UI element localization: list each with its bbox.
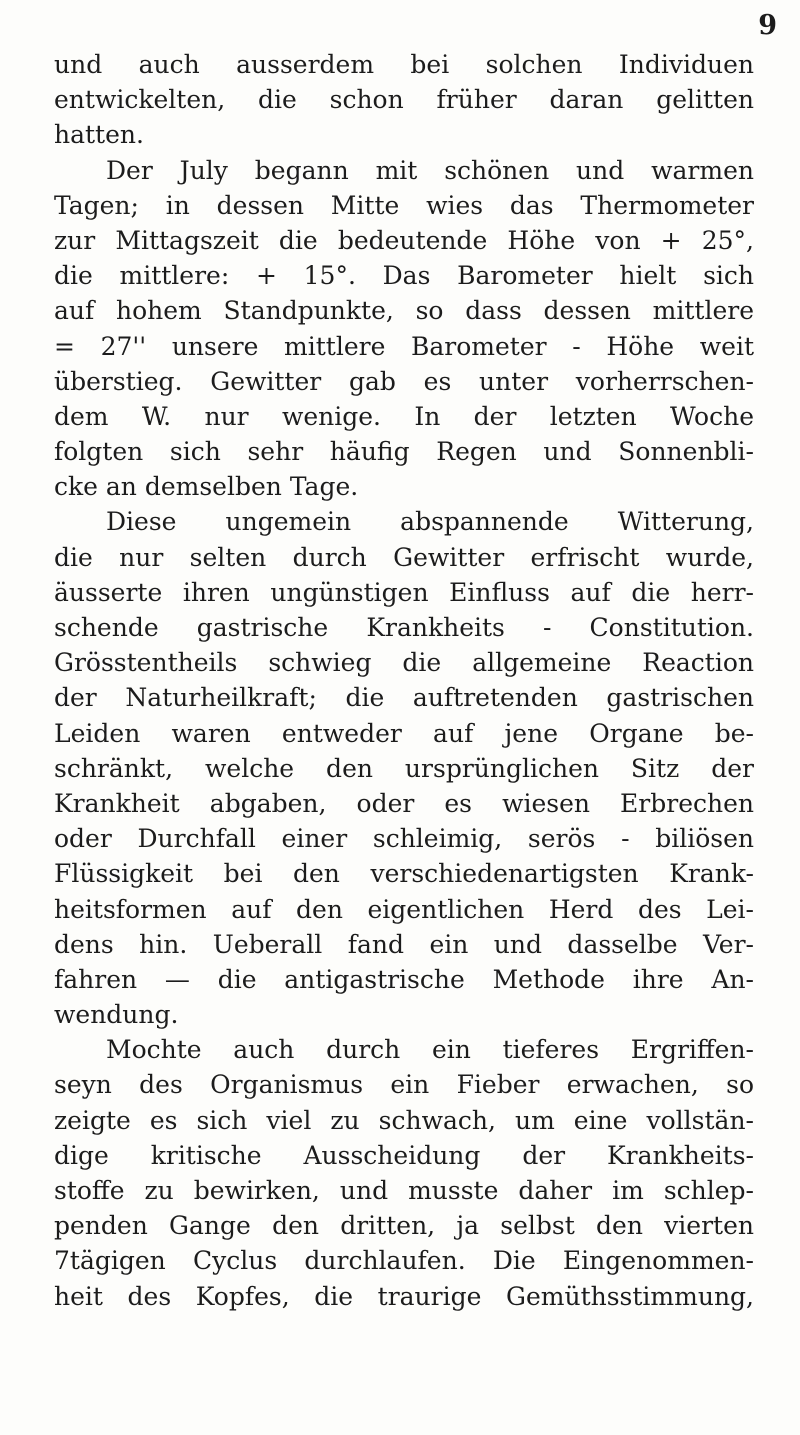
text-line: seyn des Organismus ein Fieber erwachen, so <box>54 1070 754 1100</box>
text-line: heitsformen auf den eigentlichen Herd des Lei- <box>54 894 754 924</box>
text-line: die mittlere: + 15°. Das Barometer hielt sich <box>54 261 754 291</box>
text-line: = 27'' unsere mittlere Barometer - Höhe weit <box>54 331 754 361</box>
text-line: Der July begann mit schönen und warmen <box>106 155 754 185</box>
text-line: hatten. <box>54 120 144 150</box>
text-line: der Naturheilkraft; die auftretenden gastrischen <box>54 683 754 713</box>
text-line: dem W. nur wenige. In der letzten Woche <box>54 401 754 431</box>
text-line: Mochte auch durch ein tieferes Ergriffen- <box>106 1035 754 1065</box>
text-line: auf hohem Standpunkte, so dass dessen mittlere <box>54 296 754 326</box>
text-line: folgten sich sehr häufig Regen und Sonnenbli- <box>54 437 754 467</box>
text-line: schende gastrische Krankheits - Constitution. <box>54 613 754 642</box>
text-line: penden Gange den dritten, ja selbst den vierten <box>54 1211 754 1241</box>
text-line: dige kritische Ausscheidung der Krankheits- <box>54 1140 754 1170</box>
text-line: Grösstentheils schwieg die allgemeine Reaction <box>54 648 754 678</box>
text-line: Krankheit abgaben, oder es wiesen Erbrechen <box>54 788 754 818</box>
text-line: zur Mittagszeit die bedeutende Höhe von + 25°, <box>54 225 754 255</box>
text-line: cke an demselben Tage. <box>54 472 359 502</box>
text-line: die nur selten durch Gewitter erfrischt wurde, <box>54 542 754 572</box>
text-line: zeigte es sich viel zu schwach, um eine vollstän- <box>54 1105 754 1135</box>
text-line: und auch ausserdem bei solchen Individuen <box>54 50 754 79</box>
text-line: Flüssigkeit bei den verschiedenartigsten Krank- <box>54 859 754 889</box>
text-line: stoffe zu bewirken, und musste daher im schlep- <box>54 1176 754 1205</box>
text-line: überstieg. Gewitter gab es unter vorherrschen- <box>54 366 754 396</box>
text-line: Diese ungemein abspannende Witterung, <box>106 507 754 537</box>
text-line: 7tägigen Cyclus durchlaufen. Die Eingenommen- <box>54 1246 754 1276</box>
text-line: dens hin. Ueberall fand ein und dasselbe Ver- <box>54 929 754 959</box>
text-line: Tagen; in dessen Mitte wies das Thermometer <box>54 190 754 220</box>
page-number: 9 <box>758 10 777 41</box>
text-line: oder Durchfall einer schleimig, serös - biliösen <box>54 824 754 854</box>
text-line: äusserte ihren ungünstigen Einfluss auf die herr- <box>54 577 754 607</box>
text-line: wendung. <box>54 1000 179 1030</box>
text-line: schränkt, welche den ursprünglichen Sitz der <box>54 753 754 783</box>
text-line: heit des Kopfes, die traurige Gemüthsstimmung, <box>54 1281 754 1311</box>
text-line: Leiden waren entweder auf jene Organe be- <box>54 718 754 748</box>
body-text <box>54 47 754 1314</box>
text-line: fahren — die antigastrische Methode ihre An- <box>54 964 754 994</box>
text-line: entwickelten, die schon früher daran gelitten <box>54 85 754 115</box>
